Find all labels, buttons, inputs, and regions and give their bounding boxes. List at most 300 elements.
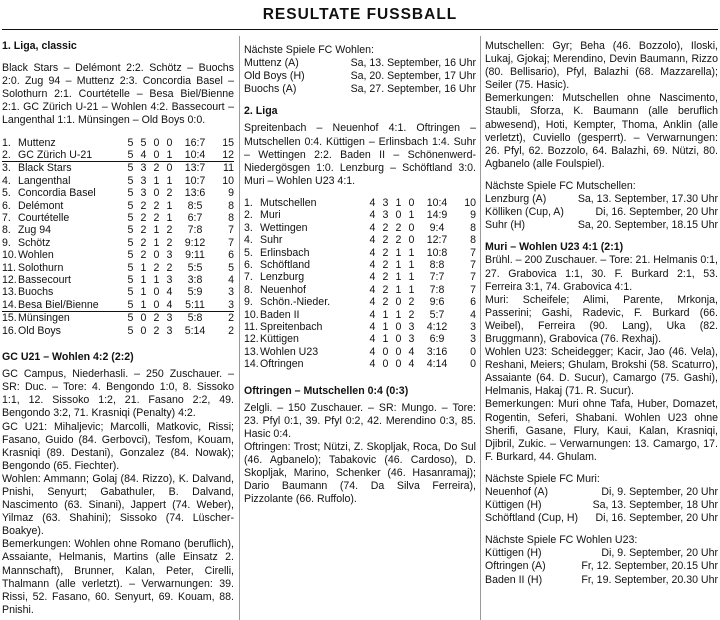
cell-team: Münsingen xyxy=(18,312,70,325)
cell-goals: 10:8 xyxy=(426,246,448,259)
column-2 xyxy=(244,40,476,506)
cell-team: Black Stars xyxy=(18,162,72,175)
cell-pts: 10 xyxy=(464,196,476,209)
cell-goals: 12:7 xyxy=(426,234,448,247)
header-banner xyxy=(0,0,720,34)
cell-goals: 9:11 xyxy=(185,249,205,262)
table-row xyxy=(244,358,476,370)
cell-l: 1 xyxy=(408,246,415,259)
cell-goals: 4:12 xyxy=(426,321,448,333)
page-title: RESULTATE FUSSBALL xyxy=(262,6,458,23)
cell-pts: 7 xyxy=(470,271,476,284)
table-row xyxy=(244,259,476,271)
cell-goals: 5:5 xyxy=(187,261,203,274)
cell-team: Suhr xyxy=(260,234,283,247)
cell-sp: 4 xyxy=(369,283,376,296)
fixture-row xyxy=(485,574,718,587)
lineup-wohlen: Wohlen: Ammann; Golaj (84. Rizzo), K. Dalvand, Pnishi, Senyurt; Gabathuler, B. Dalvand, Nascimento (63. Sinani), Jappert (74. Weber), Yilmaz (63. Shahini); Sissoko (74. Lüscher-Boakye). xyxy=(2,472,234,538)
cell-pts: 12 xyxy=(214,149,234,162)
cell-team: Muttenz xyxy=(18,136,56,149)
cell-w: 0 xyxy=(382,345,389,358)
cell-d: 1 xyxy=(153,274,160,287)
cell-rank: 2. xyxy=(2,149,18,162)
cell-sp: 5 xyxy=(127,274,134,287)
cell-rank: 12. xyxy=(2,274,17,287)
cell-d: 2 xyxy=(153,162,160,175)
cell-sp: 4 xyxy=(369,296,376,309)
cell-sp: 4 xyxy=(369,221,376,234)
cell-l: 1 xyxy=(166,199,173,212)
cell-w: 3 xyxy=(140,162,147,175)
cell-pts: 2 xyxy=(228,312,234,325)
table-row xyxy=(2,200,234,212)
cell-sp: 5 xyxy=(127,286,134,299)
fixture-row xyxy=(485,193,718,206)
cell-team: Zug 94 xyxy=(18,224,51,237)
fixture-opponent: Old Boys (H) xyxy=(244,70,305,83)
cell-l: 2 xyxy=(408,308,415,321)
fixture-opponent: Baden II (H) xyxy=(485,573,543,586)
cell-l: 4 xyxy=(166,286,173,299)
cell-rank: 11. xyxy=(244,321,258,333)
match-remarks: Bemerkungen: Mutschellen ohne Nascimento, Staubli, Sforza, K. Baumann (alle beruflich abwesend), Hoti, Kempter, Thoma, Anklin (alle verletzt), Cuviello (gesperrt). – Verwarnungen: 26. Pfyl, 62. Bozzolo, 64. Balazhi, 69. Nützi, 80. Agbanelo (alle Foulspiel). xyxy=(485,92,718,170)
cell-team: Neuenhof xyxy=(260,283,306,296)
cell-pts: 0 xyxy=(470,345,476,358)
lineup-wohlen-u23: Wohlen U23: Scheidegger; Kacir, Jao (46. Vela), Reshani, Meiers; Ghulam, Brokshi (58. Scaturro), Assaiante (64. D. Sucur), Camargo (75. Gashi), Helmanis, Hakaj (71. R. Sucur). xyxy=(485,346,718,398)
fixture-opponent: Oftringen (A) xyxy=(485,560,546,573)
cell-w: 1 xyxy=(137,299,150,312)
cell-rank: 10. xyxy=(2,249,17,262)
cell-goals: 13:6 xyxy=(184,187,206,200)
cell-l: 0 xyxy=(166,162,173,175)
fixture-date: Di, 9. September, 20 Uhr xyxy=(601,486,718,498)
cell-d: 1 xyxy=(153,236,160,249)
cell-d: 0 xyxy=(395,333,402,346)
cell-goals: 13:7 xyxy=(184,162,206,175)
cell-team: Mutschellen xyxy=(260,196,317,209)
cell-l: 0 xyxy=(408,221,415,234)
cell-w: 2 xyxy=(382,246,389,259)
header-rule xyxy=(2,29,718,30)
fixture-opponent: Neuenhof (A) xyxy=(485,486,549,498)
cell-sp: 4 xyxy=(369,345,376,358)
table-row xyxy=(244,209,476,221)
cell-w: 3 xyxy=(140,174,147,187)
cell-l: 3 xyxy=(408,321,415,333)
fixture-row xyxy=(485,206,718,219)
fixture-opponent: Küttigen (H) xyxy=(485,547,542,560)
column-3 xyxy=(485,40,718,587)
match-report: GC Campus, Niederhasli. – 250 Zuschauer. – SR: Duc. – Tore: 4. Bengondo 1:0, 8. Sissoko 1:1, 12. Sissoko 1:2, 21. Fasano 2:2, 49. Bengondo 3:2, 71. Krasniqi (Penalty) 4:2. xyxy=(2,368,234,420)
fixture-row xyxy=(485,219,718,232)
fixture-row xyxy=(485,499,718,512)
fixture-row xyxy=(485,547,718,560)
cell-sp: 4 xyxy=(369,209,376,222)
cell-goals: 5:9 xyxy=(187,286,203,299)
cell-goals: 5:8 xyxy=(187,312,203,325)
fixtures-title: Nächste Spiele FC Muri: xyxy=(485,472,600,485)
cell-rank: 5. xyxy=(2,187,11,200)
cell-d: 2 xyxy=(153,199,160,212)
cell-l: 1 xyxy=(408,209,415,222)
cell-l: 1 xyxy=(408,258,415,271)
table-row xyxy=(2,224,234,236)
cell-sp: 5 xyxy=(127,261,134,274)
cell-team: Courtételle xyxy=(18,212,70,224)
cell-d: 2 xyxy=(153,324,160,337)
cell-w: 2 xyxy=(382,258,389,271)
cell-goals: 5:14 xyxy=(184,324,206,337)
cell-team: Muri xyxy=(260,209,281,222)
cell-rank: 1. xyxy=(244,196,253,209)
standings-table xyxy=(244,197,476,371)
cell-d: 0 xyxy=(395,321,402,333)
cell-rank: 6. xyxy=(2,199,11,212)
cell-team: Wohlen U23 xyxy=(260,345,319,358)
fixture-opponent: Lenzburg (A) xyxy=(485,193,547,206)
fixture-opponent: Muttenz (A) xyxy=(244,57,299,70)
results-text: Spreitenbach – Neuenhof 4:1. Oftringen – Mutschellen 0:4. Küttigen – Erlinsbach 1:4. Suhr – Wettingen 2:2. Baden II – Schönenwerd-Niedergösgen 1:0. Lenzburg – Schöftland 3:0. Muri – Wohlen U23 4:1. xyxy=(244,122,476,187)
lineup-muri: Muri: Scheifele; Alimi, Parente, Mrkonja, Passerini; Gashi, Radevic, F. Burkard (66. Weibel), Ferreira (90. Lang), Uka (82. Bruggmann), Grabovica (76. Rexhaj). xyxy=(485,293,718,345)
cell-team: Buochs xyxy=(18,286,54,299)
cell-pts: 4 xyxy=(470,308,476,321)
fixture-row xyxy=(244,70,476,83)
table-row xyxy=(244,346,476,358)
cell-w: 2 xyxy=(382,221,389,234)
cell-pts: 9 xyxy=(470,209,476,222)
cell-pts: 7 xyxy=(228,224,234,237)
fixture-opponent: Suhr (H) xyxy=(485,219,526,232)
cell-d: 2 xyxy=(153,212,160,224)
cell-l: 2 xyxy=(166,261,173,274)
cell-l: 3 xyxy=(166,324,173,337)
fixture-date: Fr, 12. September, 20.15 Uhr xyxy=(581,560,718,573)
cell-d: 0 xyxy=(153,286,160,299)
cell-pts: 6 xyxy=(228,249,234,262)
table-row xyxy=(2,149,234,162)
table-row xyxy=(2,325,234,337)
section-title: 1. Liga, classic xyxy=(2,40,77,52)
cell-d: 0 xyxy=(150,299,163,312)
cell-l: 0 xyxy=(166,136,173,149)
table-row xyxy=(244,197,476,209)
table-row xyxy=(2,137,234,149)
cell-rank: 7. xyxy=(2,212,11,224)
cell-w: 0 xyxy=(140,324,147,337)
cell-rank: 3. xyxy=(2,162,11,175)
cell-team: Bassecourt xyxy=(18,274,71,287)
fixture-date: Sa, 27. September, 16 Uhr xyxy=(350,83,476,96)
cell-w: 4 xyxy=(137,149,150,162)
cell-pts: 2 xyxy=(228,324,234,337)
cell-w: 1 xyxy=(140,274,147,287)
fixture-date: Sa, 13. September, 16 Uhr xyxy=(350,57,476,70)
cell-goals: 7:8 xyxy=(187,224,203,237)
match-title: GC U21 – Wohlen 4:2 (2:2) xyxy=(2,351,134,364)
cell-sp: 5 xyxy=(124,149,137,162)
cell-l: 3 xyxy=(166,274,173,287)
cell-w: 1 xyxy=(140,286,147,299)
cell-d: 0 xyxy=(395,296,402,309)
table-row xyxy=(244,309,476,321)
cell-team: Delémont xyxy=(18,199,64,212)
table-row xyxy=(2,262,234,274)
cell-rank: 5. xyxy=(244,246,253,259)
cell-w: 0 xyxy=(140,312,147,325)
cell-pts: 9 xyxy=(228,187,234,200)
cell-goals: 9:12 xyxy=(184,236,206,249)
cell-pts: 7 xyxy=(470,258,476,271)
cell-l: 4 xyxy=(408,358,415,371)
cell-team: Erlinsbach xyxy=(260,246,310,259)
column-divider xyxy=(480,36,481,620)
cell-goals: 10:4 xyxy=(176,149,214,162)
table-row xyxy=(2,299,234,312)
cell-d: 0 xyxy=(150,149,163,162)
cell-w: 1 xyxy=(140,261,147,274)
lineup-gc: GC U21: Mihaljevic; Marcolli, Matkovic, Rissi; Fasano, Guido (84. Gerbovci), Tesfom, Kouam, Krasniqi (89. Destani), Gonzalez (84. Nowak); Bengondo (65. Fiechter). xyxy=(2,420,234,472)
cell-sp: 4 xyxy=(369,321,376,333)
cell-d: 0 xyxy=(395,358,402,371)
cell-l: 0 xyxy=(408,234,415,247)
cell-w: 3 xyxy=(140,187,147,200)
fixtures-title: Nächste Spiele FC Wohlen U23: xyxy=(485,534,638,547)
cell-pts: 8 xyxy=(470,221,476,234)
cell-w: 5 xyxy=(140,136,147,149)
cell-sp: 5 xyxy=(127,174,134,187)
cell-l: 3 xyxy=(166,249,173,262)
cell-goals: 5:11 xyxy=(176,299,214,312)
fixture-row xyxy=(485,560,718,573)
cell-l: 1 xyxy=(408,283,415,296)
cell-l: 0 xyxy=(408,196,415,209)
cell-l: 1 xyxy=(408,271,415,284)
cell-pts: 7 xyxy=(470,283,476,296)
cell-pts: 4 xyxy=(228,274,234,287)
cell-goals: 9:6 xyxy=(429,296,445,309)
cell-team: Besa Biel/Bienne xyxy=(18,299,124,312)
standings-table xyxy=(2,137,234,338)
cell-w: 2 xyxy=(382,234,389,247)
cell-sp: 5 xyxy=(127,236,134,249)
section-title: 2. Liga xyxy=(244,105,278,118)
cell-goals: 10:4 xyxy=(426,196,448,209)
match-remarks: Bemerkungen: Wohlen ohne Romano (beruflich), Assaiante, Helmanis, Martins (alle Einsatz 2. Mannschaft), Brunner, Kalan, Peter, Cirelli, Thalmann (alle verletzt). – Verwarnungen: 39. Rissi, 52. Fasano, 60. Senyurt, 69. Kouam, 88. Pnishi. xyxy=(2,538,234,616)
fixtures-list xyxy=(485,193,718,232)
fixture-date: Di, 16. September, 20 Uhr xyxy=(595,206,718,219)
cell-d: 0 xyxy=(153,187,160,200)
match-title: Muri – Wohlen U23 4:1 (2:1) xyxy=(485,241,624,254)
cell-l: 1 xyxy=(166,174,173,187)
cell-d: 1 xyxy=(153,174,160,187)
cell-sp: 5 xyxy=(127,187,134,200)
fixture-row xyxy=(485,512,718,525)
cell-goals: 10:7 xyxy=(184,174,206,187)
cell-pts: 3 xyxy=(228,286,234,299)
cell-pts: 10 xyxy=(222,174,234,187)
column-divider xyxy=(239,36,240,620)
cell-goals: 3:16 xyxy=(426,345,448,358)
fixture-date: Sa, 20. September, 18.15 Uhr xyxy=(577,219,718,232)
cell-rank: 3. xyxy=(244,221,253,234)
cell-d: 1 xyxy=(395,283,402,296)
cell-sp: 5 xyxy=(127,199,134,212)
cell-team: Schön.-Nieder. xyxy=(260,296,331,309)
cell-w: 1 xyxy=(382,333,389,346)
cell-pts: 11 xyxy=(223,162,234,175)
table-row xyxy=(244,296,476,308)
cell-sp: 4 xyxy=(369,358,376,371)
cell-goals: 6:9 xyxy=(429,333,445,346)
table-row xyxy=(2,274,234,286)
cell-rank: 14. xyxy=(2,298,17,311)
fixtures-list xyxy=(244,57,476,96)
cell-rank: 10. xyxy=(244,308,259,321)
cell-goals: 16:7 xyxy=(184,136,206,149)
cell-sp: 5 xyxy=(127,162,134,175)
cell-d: 1 xyxy=(395,196,402,209)
cell-l: 2 xyxy=(408,296,415,309)
cell-l: 1 xyxy=(163,149,176,162)
cell-l: 3 xyxy=(166,312,173,325)
cell-team: Old Boys xyxy=(18,324,61,337)
cell-l: 4 xyxy=(163,299,176,312)
table-row xyxy=(244,271,476,283)
lineup-oftringen: Oftringen: Trost; Nützi, Z. Skopljak, Roca, Do Sul (46. Agbanelo); Tabakovic (46. Cardoso), D. Skopljak, Marino, Schenker (46. Hasanramaj); Dario Baumann (74. Da Silva Ferreira), Pizzolante (66. Ruffolo). xyxy=(244,441,476,506)
fixture-date: Sa, 13. September, 18 Uhr xyxy=(592,499,718,512)
table-row xyxy=(244,284,476,296)
cell-team: Küttigen xyxy=(260,333,299,346)
cell-w: 3 xyxy=(382,209,389,222)
cell-l: 4 xyxy=(408,345,415,358)
cell-pts: 15 xyxy=(222,136,234,149)
cell-pts: 8 xyxy=(228,212,234,224)
cell-sp: 5 xyxy=(127,212,134,224)
cell-sp: 5 xyxy=(127,312,134,325)
fixture-row xyxy=(485,486,718,499)
cell-d: 0 xyxy=(153,249,160,262)
standings-body xyxy=(2,137,234,338)
cell-d: 1 xyxy=(395,308,402,321)
cell-w: 2 xyxy=(382,283,389,296)
cell-sp: 5 xyxy=(127,224,134,237)
table-row xyxy=(2,175,234,187)
fixtures-title: Nächste Spiele FC Wohlen: xyxy=(244,44,374,56)
cell-team: Oftringen xyxy=(260,358,304,371)
cell-w: 2 xyxy=(140,212,147,224)
cell-w: 1 xyxy=(382,321,389,333)
match-report: Zelgli. – 150 Zuschauer. – SR: Mungo. – Tore: 23. Pfyl 0:1, 39. Pfyl 0:2, 42. Merendino 0:3, 85. Hasic 0:4. xyxy=(244,401,476,440)
table-row xyxy=(2,162,234,175)
cell-goals: 9:4 xyxy=(429,221,445,234)
cell-w: 2 xyxy=(140,224,147,237)
cell-team: Langenthal xyxy=(18,174,71,187)
cell-pts: 8 xyxy=(228,199,234,212)
cell-l: 2 xyxy=(166,224,173,237)
cell-sp: 5 xyxy=(124,299,137,312)
cell-rank: 1. xyxy=(2,136,11,149)
cell-team: Wohlen xyxy=(18,249,54,262)
cell-d: 1 xyxy=(153,224,160,237)
table-row xyxy=(2,286,234,298)
table-row xyxy=(244,247,476,259)
cell-w: 2 xyxy=(140,236,147,249)
cell-sp: 4 xyxy=(369,246,376,259)
cell-pts: 7 xyxy=(470,246,476,259)
lineup-mutschellen: Mutschellen: Gyr; Beha (46. Bozzolo), Iloski, Lukaj, Gjokaj; Merendino, Devin Baumann, Rizzo (80. Bellisario), Pfyl, Balazhi (68. Mazzarella); Seiler (75. Hasic). xyxy=(485,40,718,92)
cell-team: Spreitenbach xyxy=(260,321,323,333)
match-title: Oftringen – Mutschellen 0:4 (0:3) xyxy=(244,384,409,397)
cell-w: 1 xyxy=(382,308,389,321)
cell-pts: 8 xyxy=(470,234,476,247)
cell-sp: 4 xyxy=(369,234,376,247)
cell-rank: 4. xyxy=(2,174,11,187)
fixtures-list xyxy=(485,486,718,525)
cell-l: 1 xyxy=(166,212,173,224)
cell-team: GC Zürich U-21 xyxy=(18,149,124,162)
cell-goals: 4:14 xyxy=(426,358,448,371)
standings-body xyxy=(244,197,476,371)
cell-team: Lenzburg xyxy=(260,271,305,284)
cell-pts: 3 xyxy=(470,333,476,346)
cell-d: 2 xyxy=(395,234,402,247)
cell-l: 2 xyxy=(166,187,173,200)
table-row xyxy=(2,187,234,199)
cell-l: 3 xyxy=(408,333,415,346)
cell-w: 2 xyxy=(140,249,147,262)
cell-rank: 11. xyxy=(2,261,16,274)
fixture-opponent: Buochs (A) xyxy=(244,83,297,96)
fixtures-list xyxy=(485,547,718,586)
cell-goals: 6:7 xyxy=(187,212,203,224)
cell-pts: 5 xyxy=(228,261,234,274)
cell-w: 2 xyxy=(382,296,389,309)
cell-pts: 7 xyxy=(228,236,234,249)
match-remarks: Bemerkungen: Muri ohne Tafa, Huber, Domazet, Rogentin, Seferi, Shabani. Wohlen U23 ohne Sherifi, Gasane, Flury, Kaui, Kalan, Krasniqi, Djibril, Zukic. – Verwarnungen: 13. Camargo, 17. F. Burkard, 44. Ghulam. xyxy=(485,398,718,463)
cell-rank: 12. xyxy=(244,333,259,346)
cell-d: 1 xyxy=(395,258,402,271)
cell-goals: 7:8 xyxy=(429,283,445,296)
cell-sp: 5 xyxy=(127,324,134,337)
fixture-row xyxy=(244,83,476,96)
cell-w: 2 xyxy=(382,271,389,284)
cell-sp: 4 xyxy=(369,271,376,284)
cell-d: 1 xyxy=(395,246,402,259)
fixture-date: Di, 9. September, 20 Uhr xyxy=(601,547,718,560)
cell-team: Baden II xyxy=(260,308,300,321)
fixture-date: Fr, 19. September, 20.30 Uhr xyxy=(581,573,718,586)
fixture-date: Di, 16. September, 20 Uhr xyxy=(595,512,718,525)
cell-d: 1 xyxy=(395,271,402,284)
cell-team: Schötz xyxy=(18,236,51,249)
cell-rank: 6. xyxy=(244,258,253,271)
cell-goals: 14:9 xyxy=(426,209,448,222)
fixture-opponent: Schöftland (Cup, H) xyxy=(485,512,579,525)
cell-rank: 8. xyxy=(2,224,11,237)
cell-sp: 5 xyxy=(127,136,134,149)
cell-sp: 4 xyxy=(369,258,376,271)
cell-l: 2 xyxy=(166,236,173,249)
cell-sp: 4 xyxy=(369,196,376,209)
results-text: Black Stars – Delémont 2:2. Schötz – Buochs 2:0. Zug 94 – Muttenz 2:3. Concordia Basel – Solothurn 2:1. Courtételle – Besa Biel/Bienne 2:1. GC Zürich U-21 – Wohlen 4:2. Bassecourt – Langenthal 1:1. Münsingen – Old Boys 0:0. xyxy=(2,62,234,127)
cell-rank: 7. xyxy=(244,271,253,284)
fixture-row xyxy=(244,57,476,70)
cell-rank: 2. xyxy=(244,209,253,222)
cell-rank: 4. xyxy=(244,234,253,247)
cell-rank: 15. xyxy=(2,312,17,325)
cell-team: Wettingen xyxy=(260,221,308,234)
cell-pts: 3 xyxy=(214,299,234,312)
